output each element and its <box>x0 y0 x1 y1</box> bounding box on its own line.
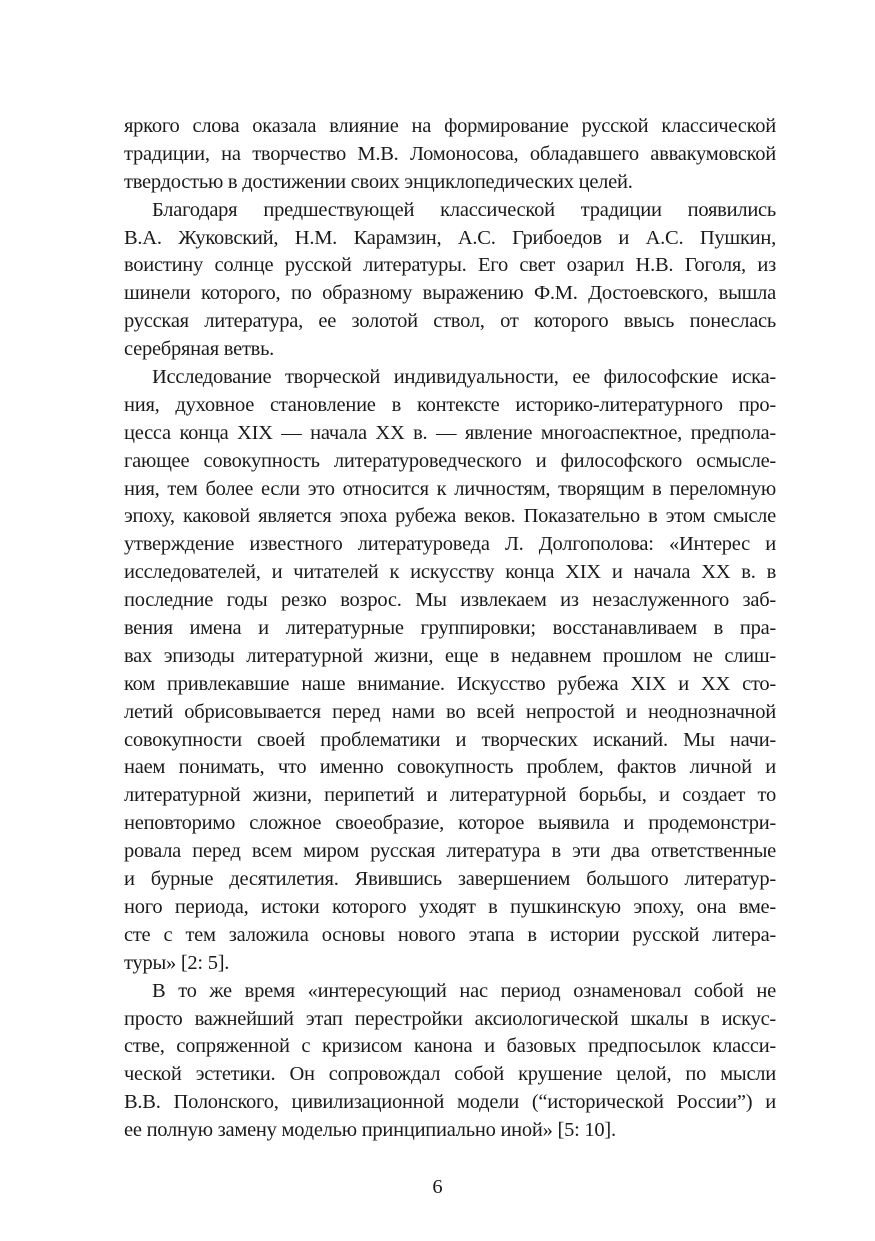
text-line: гающее совокупность литературоведческого и философского осмысле- <box>124 449 776 472</box>
text-line: ее полную замену моделью принципиально иной» [5: 10]. <box>124 1119 616 1142</box>
text-line: просто важнейший этап перестройки аксиологической шкалы в искус- <box>124 1007 776 1030</box>
text-line: ческой эстетики. Он сопровождал собой крушение целой, по мысли <box>124 1063 776 1086</box>
text-line: последние годы резко возрос. Мы извлекаем из незаслуженного заб- <box>124 589 776 612</box>
text-line: туры» [2: 5]. <box>124 951 230 974</box>
text-line: и бурные десятилетия. Явившись завершением большого литератур- <box>124 868 776 891</box>
text-line: сте с тем заложила основы нового этапа в истории русской литера- <box>124 923 776 946</box>
text-line: Благодаря предшествующей классической традиции появились <box>152 198 776 221</box>
paragraph <box>124 197 776 364</box>
text-line: твердостью в достижении своих энциклопедических целей. <box>124 170 633 193</box>
page-body-text <box>124 113 776 1145</box>
text-line: неповторимо сложное своеобразие, которое выявила и продемонстри- <box>124 812 776 835</box>
text-line: утверждение известного литературоведа Л. Долгополова: «Интерес и <box>124 533 776 556</box>
text-line: серебряная ветвь. <box>124 338 275 361</box>
paragraph <box>124 113 776 197</box>
text-line: В.В. Полонского, цивилизационной модели (“исторической России”) и <box>124 1091 776 1114</box>
text-line: вения имена и литературные группировки; восстанавливаем в пра- <box>124 617 776 640</box>
text-line: ком привлекавшие наше внимание. Искусство рубежа XIX и XX сто- <box>124 672 776 695</box>
text-line: исследователей, и читателей к искусству конца XIX и начала XX в. в <box>124 561 776 584</box>
paragraph <box>124 978 776 1145</box>
text-line: традиции, на творчество М.В. Ломоносова, обладавшего аввакумовской <box>124 142 776 165</box>
text-line: шинели которого, по образному выражению Ф.М. Достоевского, вышла <box>124 282 776 305</box>
text-line: вах эпизоды литературной жизни, еще в недавнем прошлом не слиш- <box>124 644 776 667</box>
text-line: ного периода, истоки которого уходят в пушкинскую эпоху, она вме- <box>124 895 776 918</box>
text-line: Исследование творческой индивидуальности, ее философские иска- <box>152 366 776 389</box>
text-line: летий обрисовывается перед нами во всей непростой и неоднозначной <box>124 700 776 723</box>
text-line: ния, духовное становление в контексте историко-литературного про- <box>124 393 776 416</box>
text-line: стве, сопряженной с кризисом канона и базовых предпосылок класси- <box>124 1035 776 1058</box>
text-line: В.А. Жуковский, Н.М. Карамзин, А.С. Грибоедов и А.С. Пушкин, <box>124 226 776 249</box>
text-line: В то же время «интересующий нас период ознаменовал собой не <box>152 979 776 1002</box>
text-line: эпоху, каковой является эпоха рубежа веков. Показательно в этом смысле <box>124 505 776 528</box>
page-number: 6 <box>432 1176 443 1198</box>
text-line: цесса конца XIX — начала XX в. — явление многоаспектное, предпола- <box>124 421 776 444</box>
text-line: совокупности своей проблематики и творческих исканий. Мы начи- <box>124 728 776 751</box>
text-line: русская литература, ее золотой ствол, от которого ввысь понеслась <box>124 310 776 333</box>
text-line: воистину солнце русской литературы. Его свет озарил Н.В. Гоголя, из <box>124 254 776 277</box>
text-line: литературной жизни, перипетий и литературной борьбы, и создает то <box>124 784 776 807</box>
text-line: яркого слова оказала влияние на формирование русской классической <box>124 115 776 137</box>
text-line: наем понимать, что именно совокупность проблем, фактов личной и <box>124 756 776 779</box>
text-line: ровала перед всем миром русская литература в эти два ответственные <box>124 840 776 863</box>
text-line: ния, тем более если это относится к личностям, творящим в переломную <box>124 477 776 500</box>
paragraph <box>124 364 776 978</box>
